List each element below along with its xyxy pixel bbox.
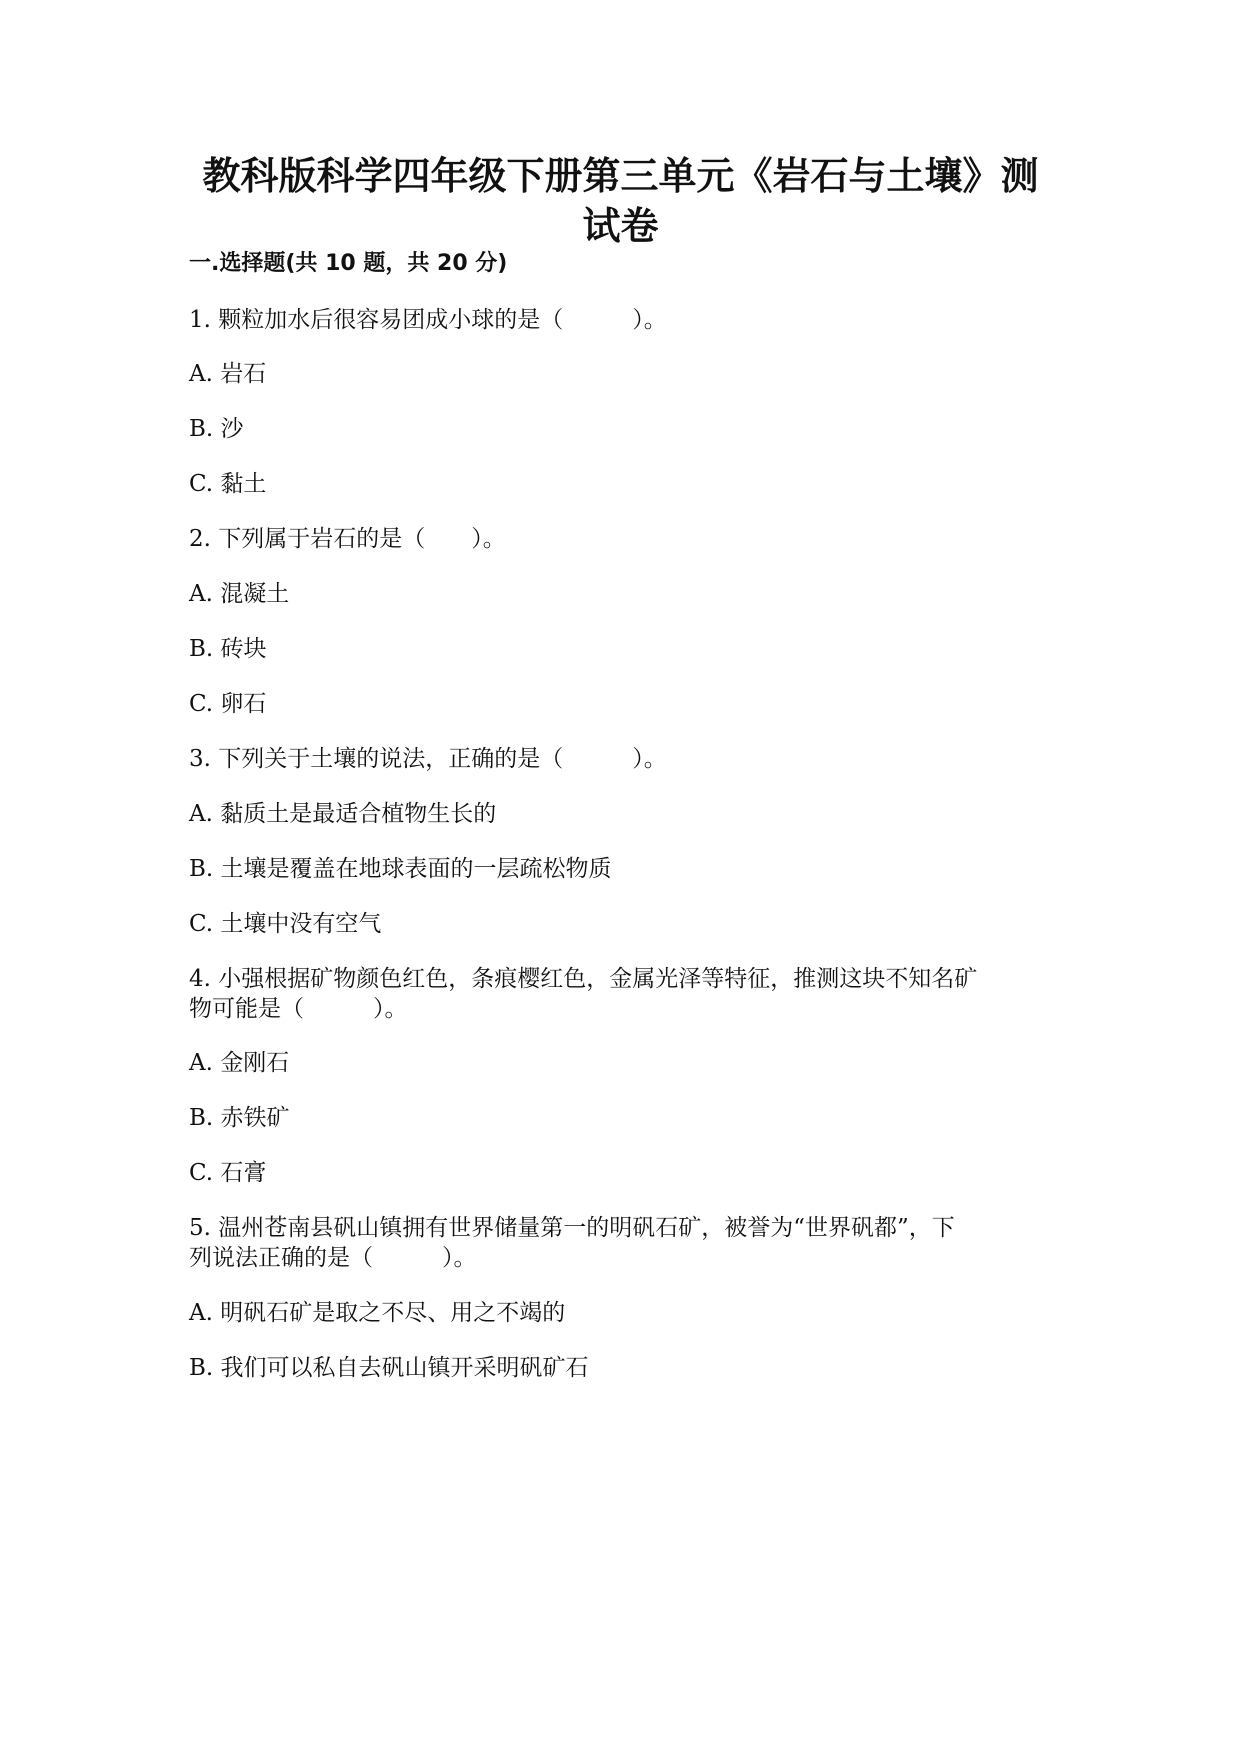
question-5-option-b: B. 我们可以私自去矾山镇开采明矾矿石 [189,1355,589,1381]
question-1-stem: 1. 颗粒加水后很容易团成小球的是（ ）。 [189,307,667,333]
question-2-stem: 2. 下列属于岩石的是（ ）。 [189,526,506,552]
question-2-option-c: C. 卵石 [189,691,267,717]
question-4-option-a: A. 金刚石 [189,1050,290,1076]
question-4-stem-line-1: 4. 小强根据矿物颜色红色，条痕樱红色，金属光泽等特征，推测这块不知名矿 [189,966,978,992]
question-1-option-b: B. 沙 [189,416,244,442]
question-5-stem-line-2: 列说法正确的是（ ）。 [189,1245,477,1271]
question-3-option-a: A. 黏质土是最适合植物生长的 [189,801,497,827]
document-title-line-1: 教科版科学四年级下册第三单元《岩石与土壤》测 [202,154,1039,198]
question-3-option-b: B. 土壤是覆盖在地球表面的一层疏松物质 [189,856,612,882]
question-1-option-c: C. 黏土 [189,471,267,497]
document-title-line-2: 试卷 [582,204,659,248]
question-4-option-b: B. 赤铁矿 [189,1105,290,1131]
question-3-option-c: C. 土壤中没有空气 [189,911,382,937]
question-4-option-c: C. 石膏 [189,1160,267,1186]
question-1-option-a: A. 岩石 [189,361,267,387]
question-2-option-b: B. 砖块 [189,636,267,662]
question-4-stem-line-2: 物可能是（ ）。 [189,996,408,1022]
question-2-option-a: A. 混凝土 [189,581,290,607]
question-5-option-a: A. 明矾石矿是取之不尽、用之不竭的 [189,1300,566,1326]
question-3-stem: 3. 下列关于土壤的说法，正确的是（ ）。 [189,746,667,772]
question-5-stem-line-1: 5. 温州苍南县矾山镇拥有世界储量第一的明矾石矿，被誉为“世界矾都”，下 [189,1215,955,1241]
section-heading: 一.选择题(共 10 题，共 20 分) [189,251,508,276]
